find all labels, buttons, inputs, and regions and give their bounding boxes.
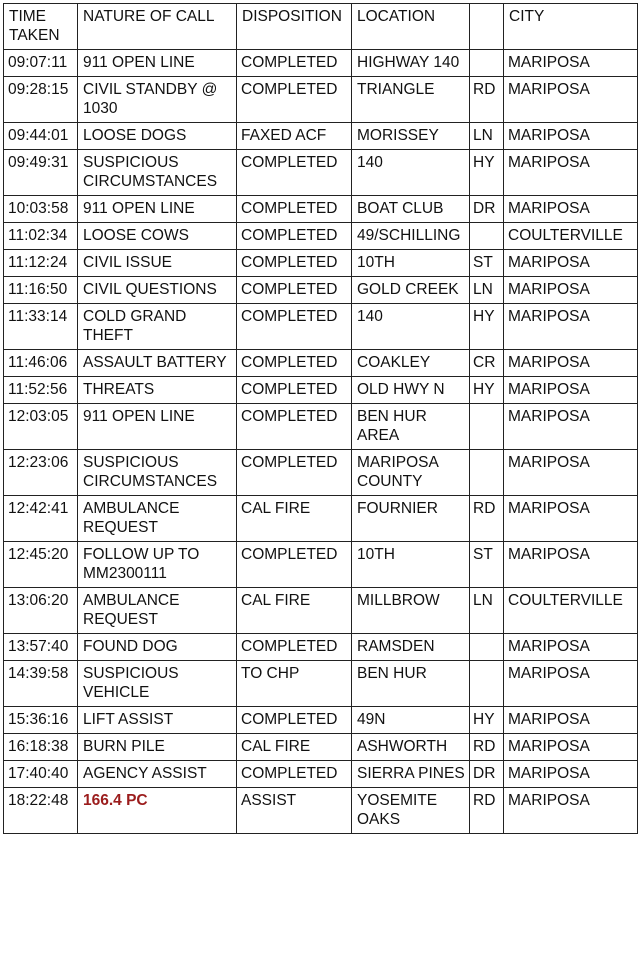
cell-disposition: CAL FIRE bbox=[237, 588, 352, 634]
cell-time: 11:33:14 bbox=[4, 304, 78, 350]
cell-location: MILLBROW bbox=[352, 588, 470, 634]
cell-location: BOAT CLUB bbox=[352, 196, 470, 223]
cell-location: 140 bbox=[352, 304, 470, 350]
header-city: CITY bbox=[504, 4, 638, 50]
table-row bbox=[4, 77, 638, 123]
cell-time: 16:18:38 bbox=[4, 734, 78, 761]
cell-disposition: FAXED ACF bbox=[237, 123, 352, 150]
cell-city: MARIPOSA bbox=[504, 196, 638, 223]
cell-city: MARIPOSA bbox=[504, 123, 638, 150]
cell-city: MARIPOSA bbox=[504, 496, 638, 542]
table-row bbox=[4, 123, 638, 150]
table-row bbox=[4, 634, 638, 661]
cell-location: FOURNIER bbox=[352, 496, 470, 542]
cell-nature: ASSAULT BATTERY bbox=[78, 350, 237, 377]
table-row bbox=[4, 496, 638, 542]
cell-location: ASHWORTH bbox=[352, 734, 470, 761]
cell-nature: CIVIL STANDBY @ 1030 bbox=[78, 77, 237, 123]
cell-disposition: COMPLETED bbox=[237, 761, 352, 788]
table-row bbox=[4, 250, 638, 277]
cell-city: MARIPOSA bbox=[504, 788, 638, 834]
cell-nature: AGENCY ASSIST bbox=[78, 761, 237, 788]
cell-suffix: DR bbox=[470, 196, 504, 223]
cell-time: 11:02:34 bbox=[4, 223, 78, 250]
cell-suffix: ST bbox=[470, 542, 504, 588]
header-row bbox=[4, 4, 638, 50]
table-row bbox=[4, 761, 638, 788]
cell-time: 09:44:01 bbox=[4, 123, 78, 150]
cell-suffix: HY bbox=[470, 150, 504, 196]
cell-suffix: HY bbox=[470, 377, 504, 404]
cell-nature: LIFT ASSIST bbox=[78, 707, 237, 734]
cell-nature: COLD GRAND THEFT bbox=[78, 304, 237, 350]
cell-suffix: LN bbox=[470, 588, 504, 634]
cell-disposition: COMPLETED bbox=[237, 77, 352, 123]
cell-suffix bbox=[470, 404, 504, 450]
cell-city: MARIPOSA bbox=[504, 77, 638, 123]
header-suffix bbox=[470, 4, 504, 50]
table-row bbox=[4, 223, 638, 250]
table-row bbox=[4, 350, 638, 377]
cell-time: 11:12:24 bbox=[4, 250, 78, 277]
table-row bbox=[4, 542, 638, 588]
cell-nature: FOUND DOG bbox=[78, 634, 237, 661]
cell-city: MARIPOSA bbox=[504, 377, 638, 404]
cell-disposition: COMPLETED bbox=[237, 404, 352, 450]
cell-time: 14:39:58 bbox=[4, 661, 78, 707]
table-row bbox=[4, 734, 638, 761]
cell-nature: SUSPICIOUS CIRCUMSTANCES bbox=[78, 150, 237, 196]
table-row bbox=[4, 50, 638, 77]
cell-nature: 911 OPEN LINE bbox=[78, 196, 237, 223]
cell-location: RAMSDEN bbox=[352, 634, 470, 661]
cell-time: 12:42:41 bbox=[4, 496, 78, 542]
cell-time: 11:46:06 bbox=[4, 350, 78, 377]
cell-nature: SUSPICIOUS VEHICLE bbox=[78, 661, 237, 707]
table-row bbox=[4, 707, 638, 734]
cell-location: YOSEMITE OAKS bbox=[352, 788, 470, 834]
cell-time: 15:36:16 bbox=[4, 707, 78, 734]
table-row bbox=[4, 277, 638, 304]
cell-time: 09:07:11 bbox=[4, 50, 78, 77]
cell-location: BEN HUR AREA bbox=[352, 404, 470, 450]
cell-location: 10TH bbox=[352, 250, 470, 277]
header-disposition: DISPOSITION bbox=[237, 4, 352, 50]
cell-suffix bbox=[470, 661, 504, 707]
cell-suffix: ST bbox=[470, 250, 504, 277]
cell-disposition: COMPLETED bbox=[237, 277, 352, 304]
cell-city: MARIPOSA bbox=[504, 450, 638, 496]
table-row bbox=[4, 304, 638, 350]
cell-location: HIGHWAY 140 bbox=[352, 50, 470, 77]
cell-suffix bbox=[470, 223, 504, 250]
cell-city: MARIPOSA bbox=[504, 250, 638, 277]
cell-time: 11:52:56 bbox=[4, 377, 78, 404]
cell-city: MARIPOSA bbox=[504, 634, 638, 661]
cell-time: 12:23:06 bbox=[4, 450, 78, 496]
cell-city: MARIPOSA bbox=[504, 404, 638, 450]
cell-nature: FOLLOW UP TO MM2300111 bbox=[78, 542, 237, 588]
cell-nature: AMBULANCE REQUEST bbox=[78, 496, 237, 542]
cell-time: 09:49:31 bbox=[4, 150, 78, 196]
highlighted-nature-text: 166.4 PC bbox=[83, 792, 148, 809]
cell-time: 13:06:20 bbox=[4, 588, 78, 634]
call-log-table bbox=[3, 3, 638, 834]
cell-city: MARIPOSA bbox=[504, 734, 638, 761]
cell-disposition: COMPLETED bbox=[237, 196, 352, 223]
cell-disposition: COMPLETED bbox=[237, 707, 352, 734]
cell-city: MARIPOSA bbox=[504, 707, 638, 734]
cell-location: COAKLEY bbox=[352, 350, 470, 377]
cell-disposition: COMPLETED bbox=[237, 634, 352, 661]
cell-time: 09:28:15 bbox=[4, 77, 78, 123]
cell-location: 10TH bbox=[352, 542, 470, 588]
cell-time: 17:40:40 bbox=[4, 761, 78, 788]
call-log-body bbox=[4, 50, 638, 834]
cell-nature bbox=[78, 788, 237, 834]
cell-time: 13:57:40 bbox=[4, 634, 78, 661]
table-row bbox=[4, 588, 638, 634]
cell-disposition: CAL FIRE bbox=[237, 496, 352, 542]
cell-suffix: CR bbox=[470, 350, 504, 377]
cell-nature: THREATS bbox=[78, 377, 237, 404]
cell-suffix: RD bbox=[470, 734, 504, 761]
cell-city: MARIPOSA bbox=[504, 150, 638, 196]
cell-location: BEN HUR bbox=[352, 661, 470, 707]
cell-time: 11:16:50 bbox=[4, 277, 78, 304]
cell-suffix: HY bbox=[470, 304, 504, 350]
cell-disposition: CAL FIRE bbox=[237, 734, 352, 761]
cell-city: COULTERVILLE bbox=[504, 223, 638, 250]
cell-nature: CIVIL QUESTIONS bbox=[78, 277, 237, 304]
table-row bbox=[4, 404, 638, 450]
cell-city: MARIPOSA bbox=[504, 542, 638, 588]
cell-time: 18:22:48 bbox=[4, 788, 78, 834]
cell-disposition: ASSIST bbox=[237, 788, 352, 834]
table-row bbox=[4, 377, 638, 404]
cell-suffix bbox=[470, 450, 504, 496]
cell-city: MARIPOSA bbox=[504, 761, 638, 788]
cell-nature: LOOSE COWS bbox=[78, 223, 237, 250]
cell-disposition: COMPLETED bbox=[237, 542, 352, 588]
cell-nature: BURN PILE bbox=[78, 734, 237, 761]
cell-nature: AMBULANCE REQUEST bbox=[78, 588, 237, 634]
cell-city: MARIPOSA bbox=[504, 50, 638, 77]
cell-city: MARIPOSA bbox=[504, 304, 638, 350]
cell-nature: 911 OPEN LINE bbox=[78, 50, 237, 77]
table-row bbox=[4, 150, 638, 196]
cell-suffix: RD bbox=[470, 496, 504, 542]
cell-suffix: DR bbox=[470, 761, 504, 788]
cell-disposition: TO CHP bbox=[237, 661, 352, 707]
cell-location: MARIPOSA COUNTY bbox=[352, 450, 470, 496]
table-row bbox=[4, 788, 638, 834]
cell-location: 140 bbox=[352, 150, 470, 196]
table-row bbox=[4, 196, 638, 223]
cell-suffix bbox=[470, 50, 504, 77]
cell-location: 49/SCHILLING bbox=[352, 223, 470, 250]
cell-suffix: RD bbox=[470, 77, 504, 123]
cell-suffix: HY bbox=[470, 707, 504, 734]
table-row bbox=[4, 661, 638, 707]
cell-disposition: COMPLETED bbox=[237, 150, 352, 196]
cell-city: MARIPOSA bbox=[504, 277, 638, 304]
header-time-taken: TIME TAKEN bbox=[4, 4, 78, 50]
cell-disposition: COMPLETED bbox=[237, 250, 352, 277]
cell-location: 49N bbox=[352, 707, 470, 734]
cell-time: 10:03:58 bbox=[4, 196, 78, 223]
cell-disposition: COMPLETED bbox=[237, 304, 352, 350]
cell-time: 12:03:05 bbox=[4, 404, 78, 450]
cell-suffix: LN bbox=[470, 277, 504, 304]
header-location: LOCATION bbox=[352, 4, 470, 50]
header-nature-of-call: NATURE OF CALL bbox=[78, 4, 237, 50]
cell-location: SIERRA PINES bbox=[352, 761, 470, 788]
cell-city: COULTERVILLE bbox=[504, 588, 638, 634]
cell-location: OLD HWY N bbox=[352, 377, 470, 404]
cell-nature: SUSPICIOUS CIRCUMSTANCES bbox=[78, 450, 237, 496]
cell-suffix: LN bbox=[470, 123, 504, 150]
cell-nature: 911 OPEN LINE bbox=[78, 404, 237, 450]
cell-suffix: RD bbox=[470, 788, 504, 834]
cell-location: GOLD CREEK bbox=[352, 277, 470, 304]
cell-suffix bbox=[470, 634, 504, 661]
cell-location: TRIANGLE bbox=[352, 77, 470, 123]
table-row bbox=[4, 450, 638, 496]
cell-nature: LOOSE DOGS bbox=[78, 123, 237, 150]
cell-disposition: COMPLETED bbox=[237, 223, 352, 250]
cell-nature: CIVIL ISSUE bbox=[78, 250, 237, 277]
cell-city: MARIPOSA bbox=[504, 350, 638, 377]
cell-disposition: COMPLETED bbox=[237, 450, 352, 496]
cell-disposition: COMPLETED bbox=[237, 377, 352, 404]
cell-disposition: COMPLETED bbox=[237, 350, 352, 377]
cell-city: MARIPOSA bbox=[504, 661, 638, 707]
cell-disposition: COMPLETED bbox=[237, 50, 352, 77]
cell-time: 12:45:20 bbox=[4, 542, 78, 588]
cell-location: MORISSEY bbox=[352, 123, 470, 150]
